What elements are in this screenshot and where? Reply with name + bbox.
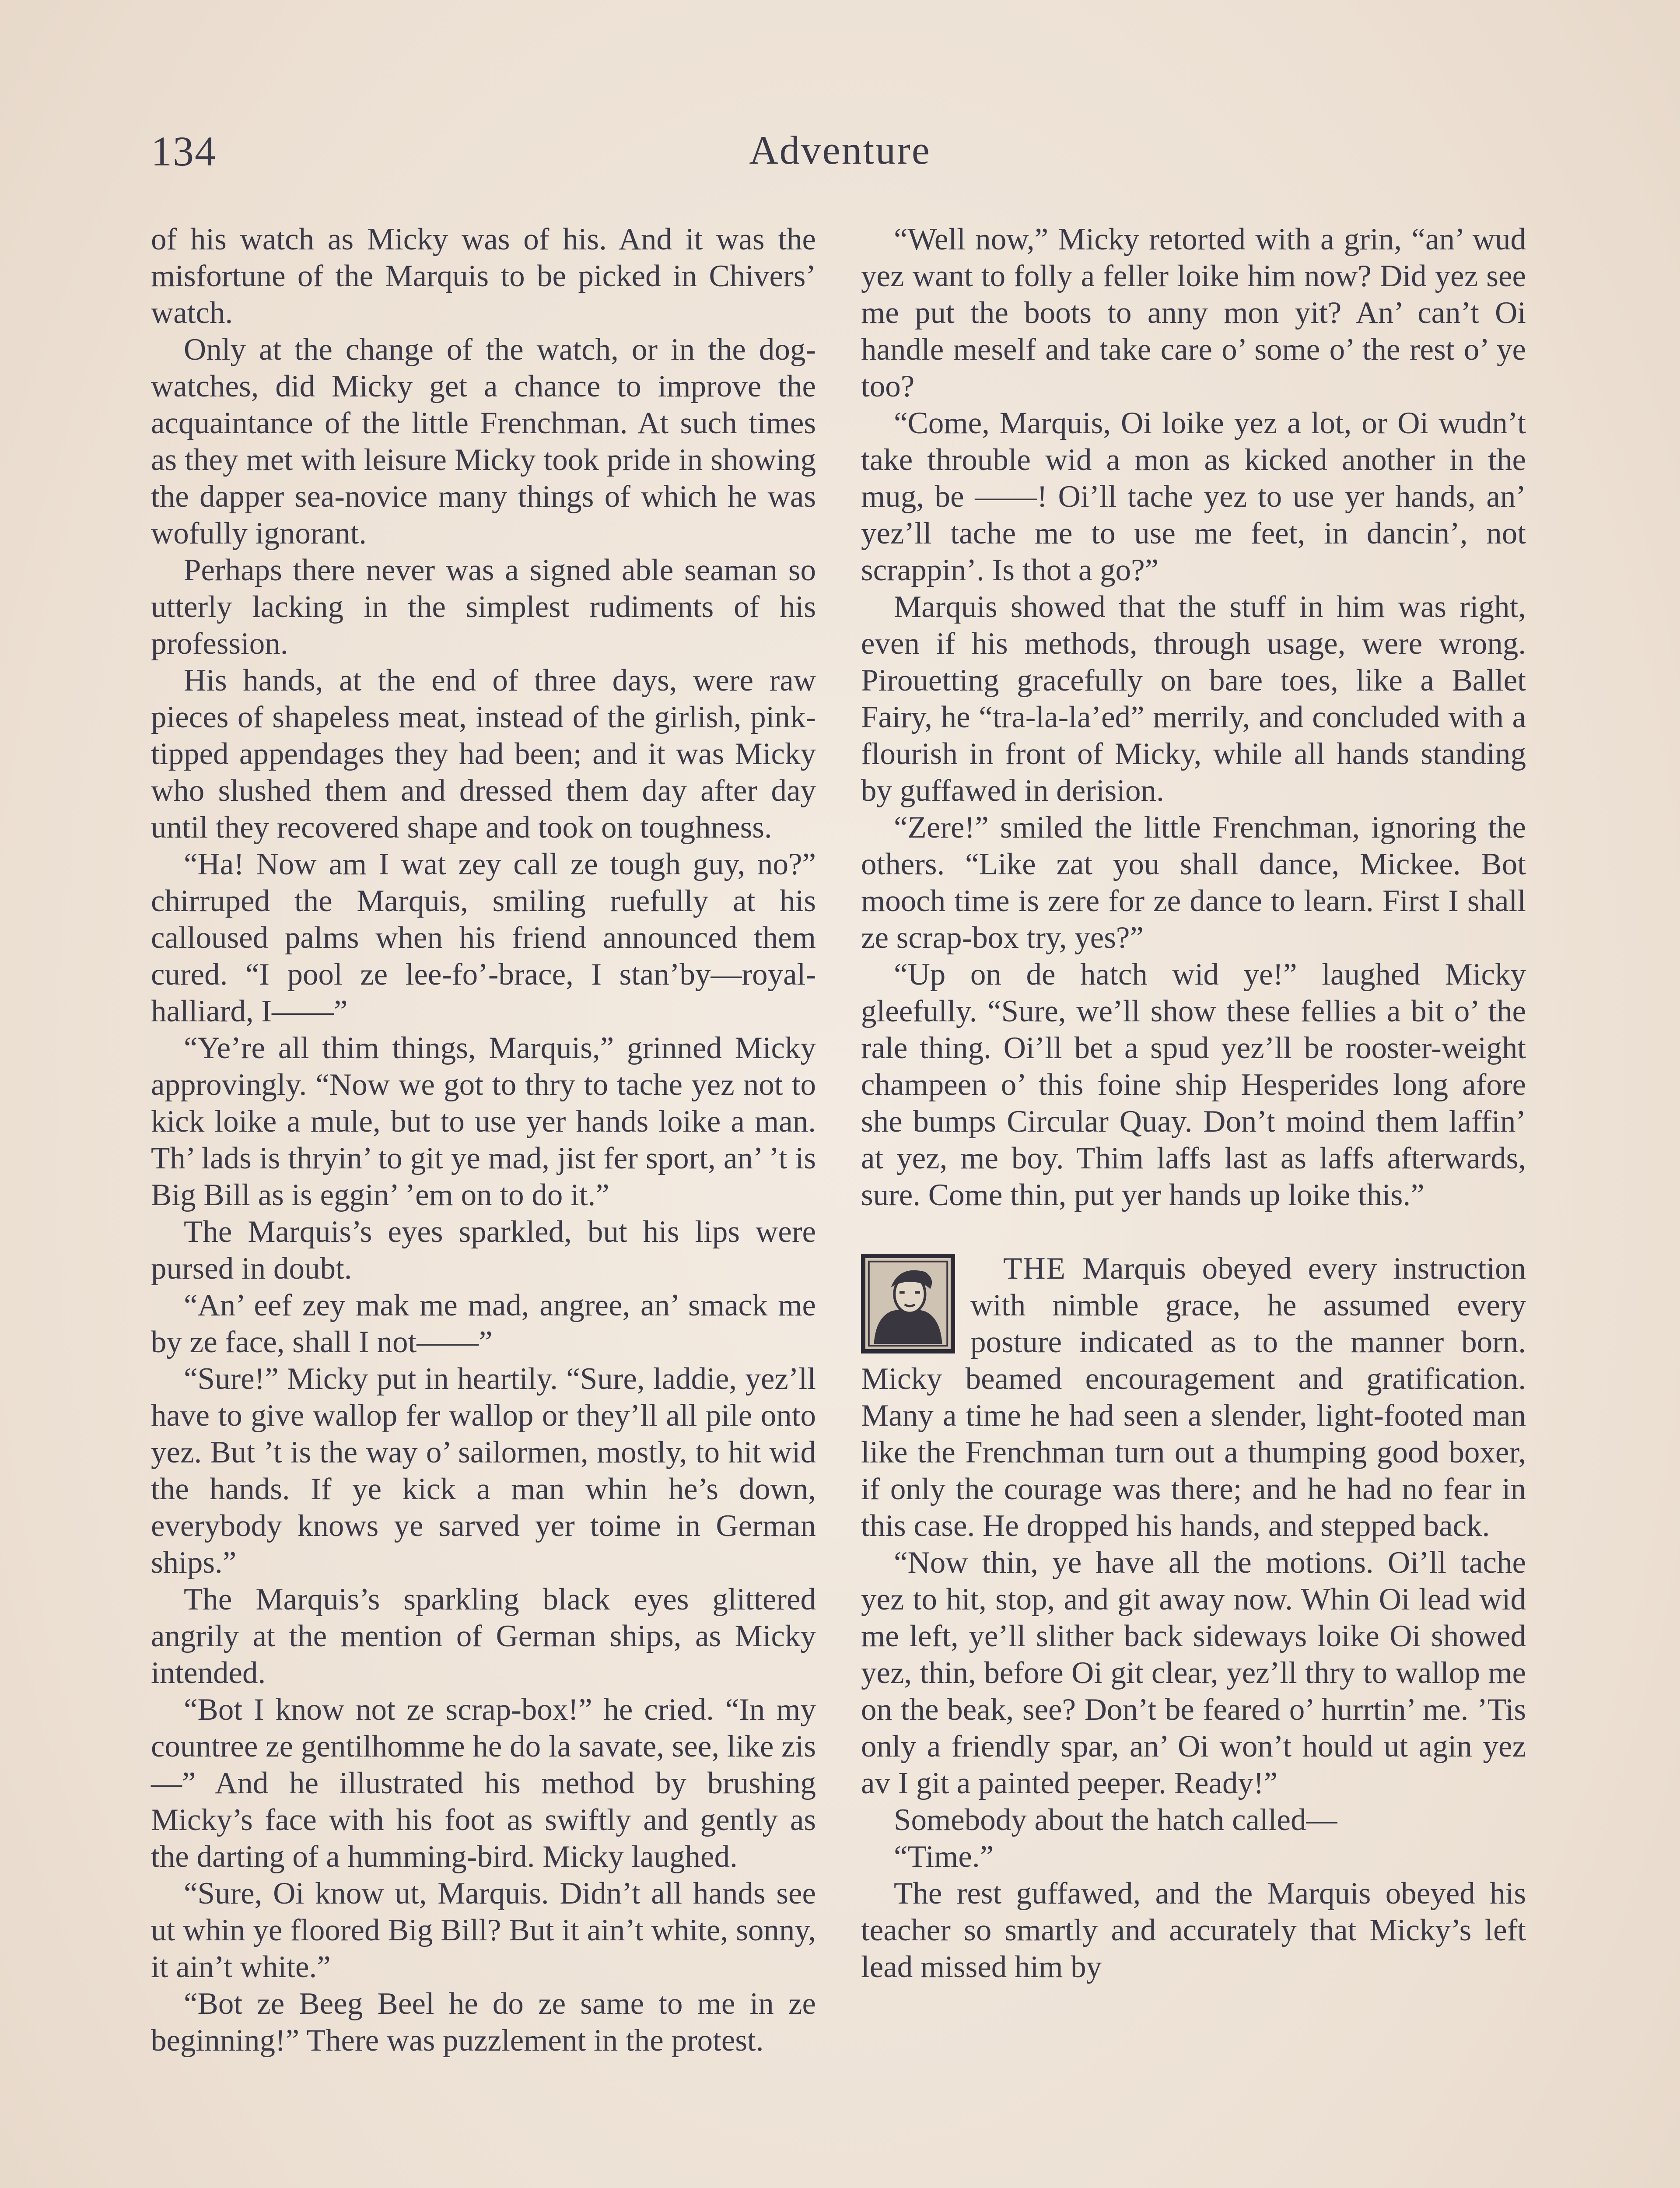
- paragraph: Marquis showed that the stuff in him was right, even if his methods, through usage, were wrong. Pirouetting gracefully on bare toes, like a Ballet Fairy, he “tra-la-la’ed” merrily, and concluded with a flourish in front of Micky, while all hands standing by guffawed in derision.: [861, 590, 1526, 808]
- paragraph: The Marquis’s eyes sparkled, but his lips were pursed in doubt.: [151, 1215, 816, 1286]
- paragraph: “Sure!” Micky put in heartily. “Sure, laddie, yez’ll have to give wallop fer wallop or they’ll all pile onto yez. But ’t is the way o’ sailormen, mostly, to hit wid the hands. If ye kick a man whin he’s down, everybody knows ye sarved yer toime in German ships.”: [151, 1362, 816, 1580]
- paragraph: Only at the change of the watch, or in the dog-watches, did Micky get a chance to improve the acquaintance of the little Frenchman. At such times as they met with leisure Micky took pride in showing the dapper sea-novice many things of which he was wofully ignorant.: [151, 333, 816, 551]
- dropcap-paragraph: [861, 1250, 1526, 1544]
- paragraph: “Up on de hatch wid ye!” laughed Micky gleefully. “Sure, we’ll show these fellies a bit o’ the rale thing. Oi’ll bet a spud yez’ll be rooster-weight champeen o’ this foine ship Hesperides long afore she bumps Circular Quay. Don’t moind them laffin’ at yez, me boy. Thim laffs last as laffs afterwards, sure. Come thin, put yer hands up loike this.”: [861, 957, 1526, 1212]
- paragraph: “Ye’re all thim things, Marquis,” grinned Micky approvingly. “Now we got to thry to tache yez not to kick loike a mule, but to use yer hands loike a man. Th’ lads is thryin’ to git ye mad, jist fer sport, an’ ’t is Big Bill as is eggin’ ’em on to do it.”: [151, 1031, 816, 1212]
- paragraph: “Sure, Oi know ut, Marquis. Didn’t all hands see ut whin ye floored Big Bill? But it ain’t white, sonny, it ain’t white.”: [151, 1876, 816, 1984]
- paragraph: Somebody about the hatch called—: [894, 1803, 1337, 1837]
- portrait-icon: [861, 1254, 955, 1353]
- paragraph: Perhaps there never was a signed able seaman so utterly lacking in the simplest rudiments of his profession.: [151, 553, 816, 661]
- page-number: 134: [151, 128, 217, 175]
- paragraph: “An’ eef zey mak me mad, angree, an’ smack me by ze face, shall I not——”: [151, 1288, 816, 1359]
- paragraph: “Zere!” smiled the little Frenchman, ignoring the others. “Like zat you shall dance, Mickee. Bot mooch time is zere for ze dance to learn. First I shall ze scrap-box try, yes?”: [861, 810, 1526, 955]
- paragraph: “Come, Marquis, Oi loike yez a lot, or Oi wudn’t take throuble wid a mon as kicked another in the mug, be ——! Oi’ll tache yez to use yer hands, an’ yez’ll tache me to use me feet, in dancin’, not scrappin’. Is thot a go?”: [861, 406, 1526, 587]
- paragraph: The rest guffawed, and the Marquis obeyed his teacher so smartly and accurately that Micky’s left lead missed him by: [861, 1876, 1526, 1984]
- paragraph: “Now thin, ye have all the motions. Oi’ll tache yez to hit, stop, and git away now. Whin Oi lead wid me left, ye’ll slither back sideways loike Oi showed yez, thin, before Oi git clear, yez’ll thry to wallop me on the beak, see? Don’t be feared o’ hurrtin’ me. ’Tis only a friendly spar, an’ Oi won’t hould ut agin yez av I git a painted peeper. Ready!”: [861, 1546, 1526, 1800]
- left-column: [151, 221, 816, 2059]
- right-column: [861, 221, 1526, 1985]
- paragraph: “Ha! Now am I wat zey call ze tough guy, no?” chirruped the Marquis, smiling ruefully at his calloused palms when his friend announced them cured. “I pool ze lee-fo’-brace, I stan’by—royal-halliard, I——”: [151, 847, 816, 1028]
- page-header: [151, 127, 1529, 188]
- paragraph: “Bot I know not ze scrap-box!” he cried. “In my countree ze gentilhomme he do la savate, see, like zis—” And he illustrated his method by brushing Micky’s face with his foot as swiftly and gently as the darting of a humming-bird. Micky laughed.: [151, 1693, 816, 1874]
- dropcap-paragraph-text: Marquis obeyed every instruction with nimble grace, he assumed every posture indicated as to the manner born. Micky beamed encouragement and gratification. Many a time he had seen a slender, light-footed man like the Frenchman turn out a thumping good boxer, if only the courage was there; and he had no fear in this case. He dropped his hands, and stepped back.: [861, 1252, 1526, 1543]
- paragraph: of his watch as Micky was of his. And it was the misfortune of the Marquis to be picked in Chivers’ watch.: [151, 222, 816, 330]
- paragraph: The Marquis’s sparkling black eyes glittered angrily at the mention of German ships, as Micky intended.: [151, 1582, 816, 1690]
- paragraph: “Time.”: [894, 1840, 994, 1874]
- dropcap-word: THE: [1003, 1252, 1067, 1286]
- running-title: Adventure: [749, 128, 931, 172]
- paragraph: “Bot ze Beeg Beel he do ze same to me in ze beginning!” There was puzzlement in the protest.: [151, 1987, 816, 2058]
- paragraph: “Well now,” Micky retorted with a grin, “an’ wud yez want to folly a feller loike him now? Did yez see me put the boots to anny mon yit? An’ can’t Oi handle meself and take care o’ some o’ the rest o’ ye too?: [861, 222, 1526, 403]
- paragraph: His hands, at the end of three days, were raw pieces of shapeless meat, instead of the girlish, pink-tipped appendages they had been; and it was Micky who slushed them and dressed them day after day until they recovered shape and took on toughness.: [151, 663, 816, 845]
- section-opening: [861, 1250, 1526, 1544]
- section-break: [861, 1213, 1526, 1250]
